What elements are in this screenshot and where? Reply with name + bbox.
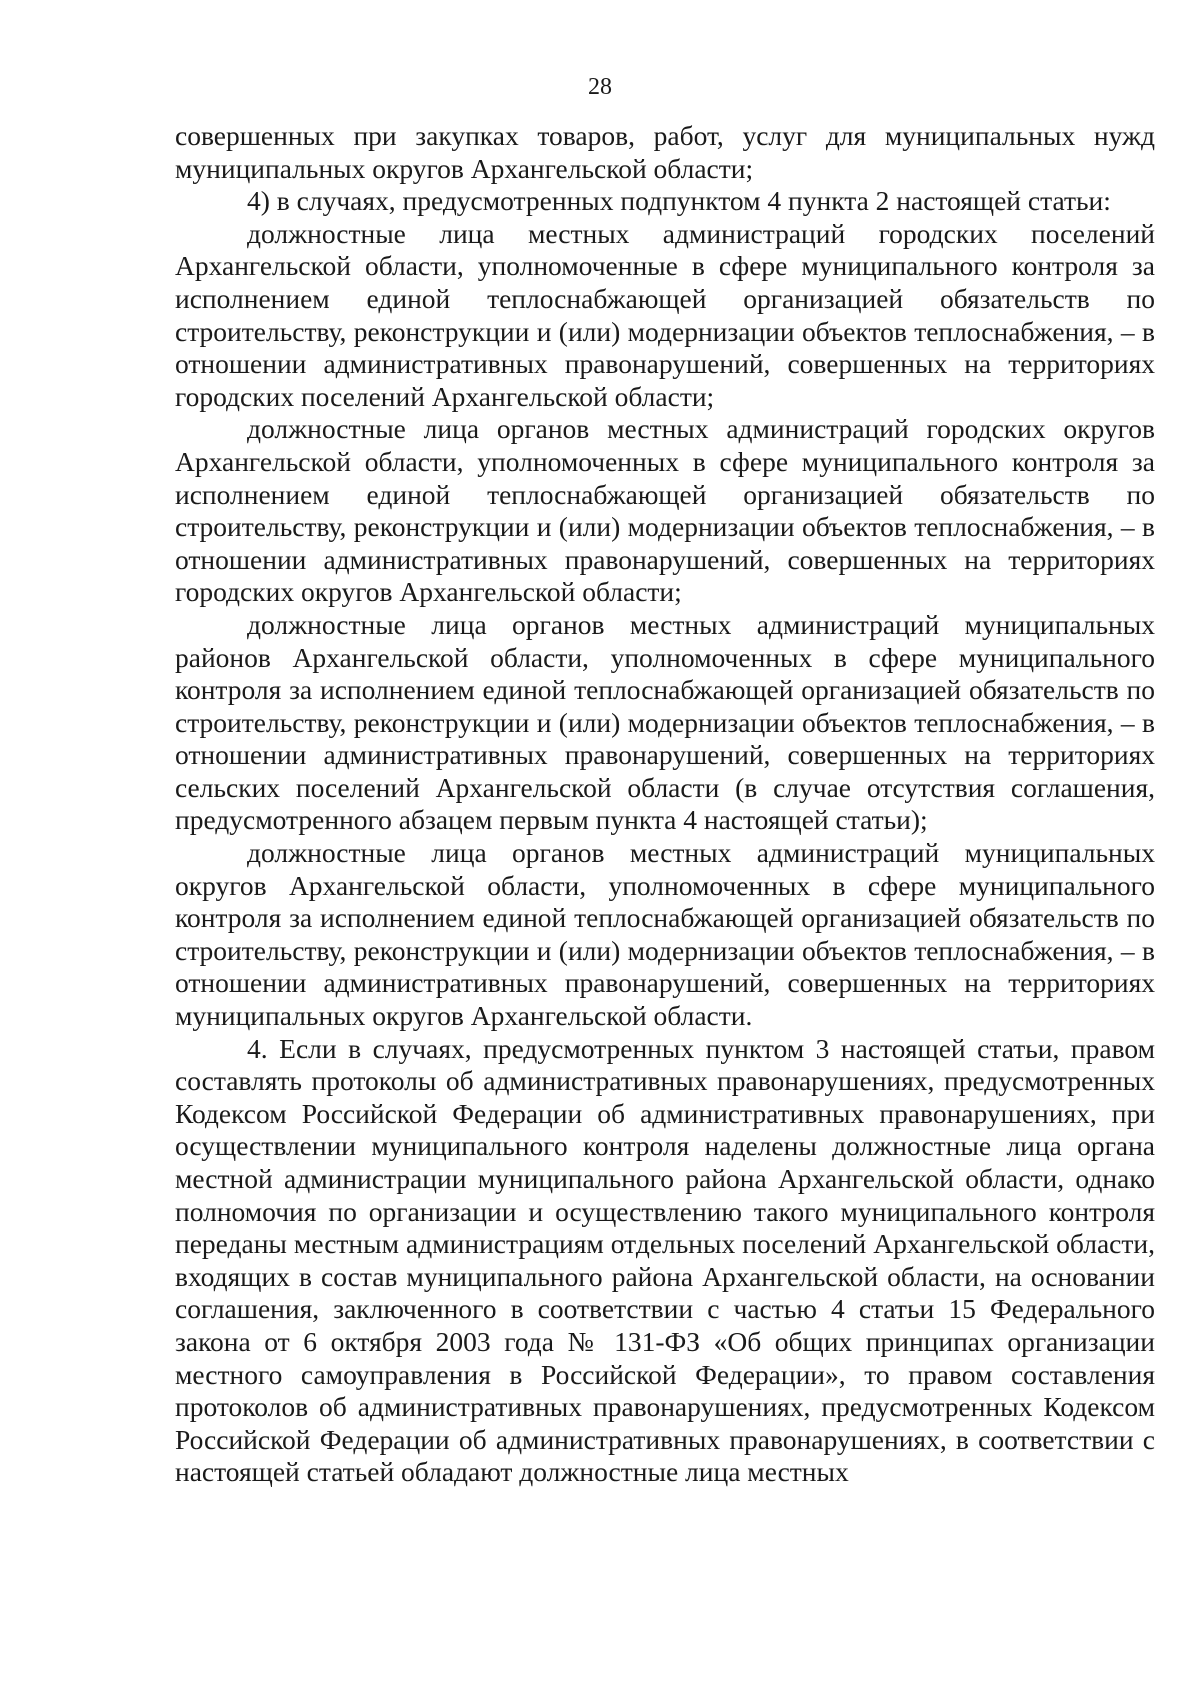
paragraph-continuation: совершенных при закупках товаров, работ, услуг для муниципальных нужд муниципальных округов Архангельской области; — [175, 120, 1155, 184]
paragraph-urban-settlements: должностные лица местных администраций городских поселений Архангельской области, уполномоченные в сфере муниципального контроля за исполнением единой теплоснабжающей организацией обязательств по строительству, реконструкции и (или) модернизации объектов теплоснабжения, – в отношении административных правонарушений, совершенных на территориях городских поселений Архангельской области; — [175, 217, 1155, 412]
document-body — [175, 120, 1155, 1489]
paragraph-municipal-regions: должностные лица органов местных администраций муниципальных районов Архангельской области, уполномоченных в сфере муниципального контроля за исполнением единой теплоснабжающей организацией обязательств по строительству, реконструкции и (или) модернизации объектов теплоснабжения, – в отношении административных правонарушений, совершенных на территориях сельских поселений Архангельской области (в случае отсутствия соглашения, предусмотренного абзацем первым пункта 4 настоящей статьи); — [175, 608, 1155, 836]
paragraph-item-4: 4) в случаях, предусмотренных подпунктом 4 пункта 2 настоящей статьи: — [247, 185, 1111, 217]
paragraph-section-4: 4. Если в случаях, предусмотренных пунктом 3 настоящей статьи, правом составлять протоколы об административных правонарушениях, предусмотренных Кодексом Российской Федерации об административных правонарушениях, при осуществлении муниципального контроля наделены должностные лица органа местной администрации муниципального района Архангельской области, однако полномочия по организации и осуществлению такого муниципального контроля переданы местным администрациям отдельных поселений Архангельской области, входящих в состав муниципального района Архангельской области, на основании соглашения, заключенного в соответствии с частью 4 статьи 15 Федерального закона от 6 октября 2003 года № 131-ФЗ «Об общих принципах организации местного самоуправления в Российской Федерации», то правом составления протоколов об административных правонарушениях, предусмотренных Кодексом Российской Федерации об административных правонарушениях, в соответствии с настоящей статьей обладают должностные лица местных — [175, 1032, 1155, 1488]
paragraph-urban-districts: должностные лица органов местных администраций городских округов Архангельской области, уполномоченных в сфере муниципального контроля за исполнением единой теплоснабжающей организацией обязательств по строительству, реконструкции и (или) модернизации объектов теплоснабжения, – в отношении административных правонарушений, совершенных на территориях городских округов Архангельской области; — [175, 413, 1155, 608]
paragraph-municipal-districts: должностные лица органов местных администраций муниципальных округов Архангельской области, уполномоченных в сфере муниципального контроля за исполнением единой теплоснабжающей организацией обязательств по строительству, реконструкции и (или) модернизации объектов теплоснабжения, – в отношении административных правонарушений, совершенных на территориях муниципальных округов Архангельской области. — [175, 837, 1155, 1032]
page-number: 28 — [588, 74, 612, 100]
